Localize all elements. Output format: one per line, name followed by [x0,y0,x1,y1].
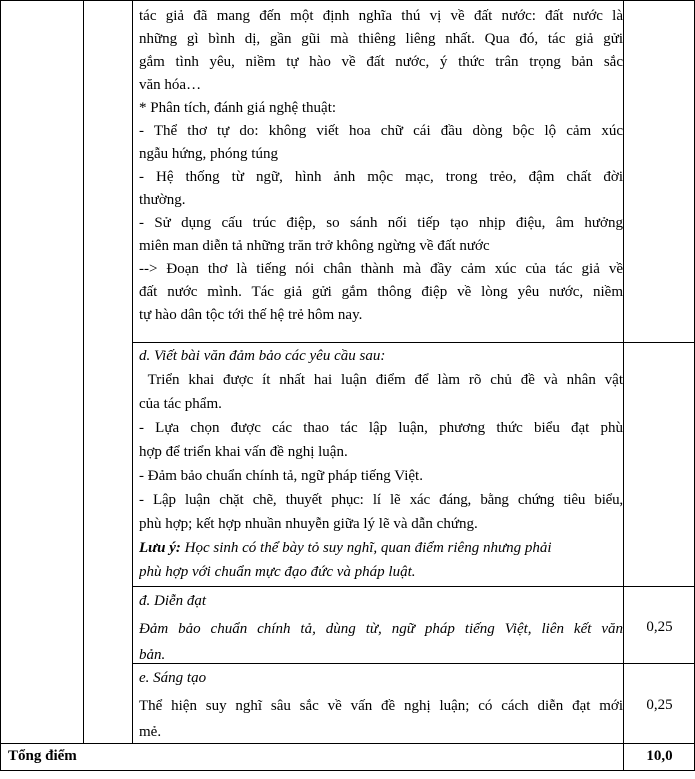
note-text: phù hợp với chuẩn mực đạo đức và pháp luật. [139,564,416,580]
text-line: những gì bình dị, gần gũi mà thiêng liêng nhất. Qua đó, tác giả gửi [139,31,623,47]
analysis-content-cell [139,5,623,327]
text-line: miên man diễn tả những trăn trở không ngừng về đất nước [139,238,490,254]
text-line: * Phân tích, đánh giá nghệ thuật: [139,100,337,116]
row-divider [0,0,695,1]
text-line: - Đảm bảo chuẩn chính tả, ngữ pháp tiếng Việt. [139,468,423,484]
row-divider [132,586,694,587]
note-label: Lưu ý: [139,540,181,556]
note-line [139,536,623,560]
text-line: văn hóa… [139,77,202,93]
text-line: Đảm bảo chuẩn chính tả, dùng từ, ngữ pháp tiếng Việt, liên kết văn [139,621,623,637]
row-divider [132,342,694,343]
total-label: Tổng điểm [8,748,77,764]
text-line: hợp để triển khai vấn đề nghị luận. [139,444,348,460]
score-value: 0,25 [646,697,673,713]
section-heading: d. Viết bài văn đảm bảo các yêu cầu sau: [139,348,386,364]
text-line: thường. [139,192,186,208]
text-line: Thể hiện suy nghĩ sâu sắc về vấn đề nghị luận; có cách diễn đạt mới [139,698,623,714]
text-line: gắm tình yêu, niềm tự hào về đất nước, ý thức trân trọng bản sắc [139,54,623,70]
section-heading: e. Sáng tạo [139,670,207,686]
column-divider [0,0,1,771]
score-value: 0,25 [646,619,673,635]
column-divider [132,0,133,744]
creativity-cell [139,666,623,744]
text-line: tự hào dân tộc tới thế hệ trẻ hôm nay. [139,307,363,323]
text-line: của tác phẩm. [139,396,222,412]
section-heading: đ. Diễn đạt [139,593,207,609]
text-line: đất nước mình. Tác giả gửi gắm thông điệp về lòng yêu nước, niềm [139,284,623,300]
text-line: phù hợp; kết hợp nhuần nhuyễn giữa lý lẽ và dẫn chứng. [139,516,478,532]
text-line: tác giả đã mang đến một định nghĩa thú vị về đất nước: đất nước là [139,8,623,24]
column-divider [83,0,84,744]
note-text: Học sinh có thể bày tỏ suy nghĩ, quan điểm riêng nhưng phải [180,540,552,556]
row-divider [0,770,695,771]
text-line: ngẫu hứng, phóng túng [139,146,278,162]
text-line: mẻ. [139,724,162,740]
text-line: - Sử dụng cấu trúc điệp, so sánh nối tiếp tạo nhịp điệu, âm hưởng [139,215,623,231]
expression-cell [139,589,623,667]
text-line: bản. [139,647,166,663]
text-line: Triển khai được ít nhất hai luận điểm để làm rõ chủ đề và nhân vật [139,372,623,388]
text-line: - Hệ thống từ ngữ, hình ảnh mộc mạc, trong trẻo, đậm chất đời [139,169,623,185]
text-line: - Lựa chọn được các thao tác lập luận, phương thức biểu đạt phù [139,420,623,436]
total-score: 10,0 [646,748,673,764]
text-line: - Lập luận chặt chẽ, thuyết phục: lí lẽ xác đáng, bằng chứng tiêu biểu, [139,492,623,508]
column-divider [623,0,624,771]
text-line: --> Đoạn thơ là tiếng nói chân thành mà đầy cảm xúc của tác giả về [139,261,623,277]
essay-requirements-cell [139,344,623,584]
text-line: - Thể thơ tự do: không viết hoa chữ cái đầu dòng bộc lộ cảm xúc [139,123,623,139]
